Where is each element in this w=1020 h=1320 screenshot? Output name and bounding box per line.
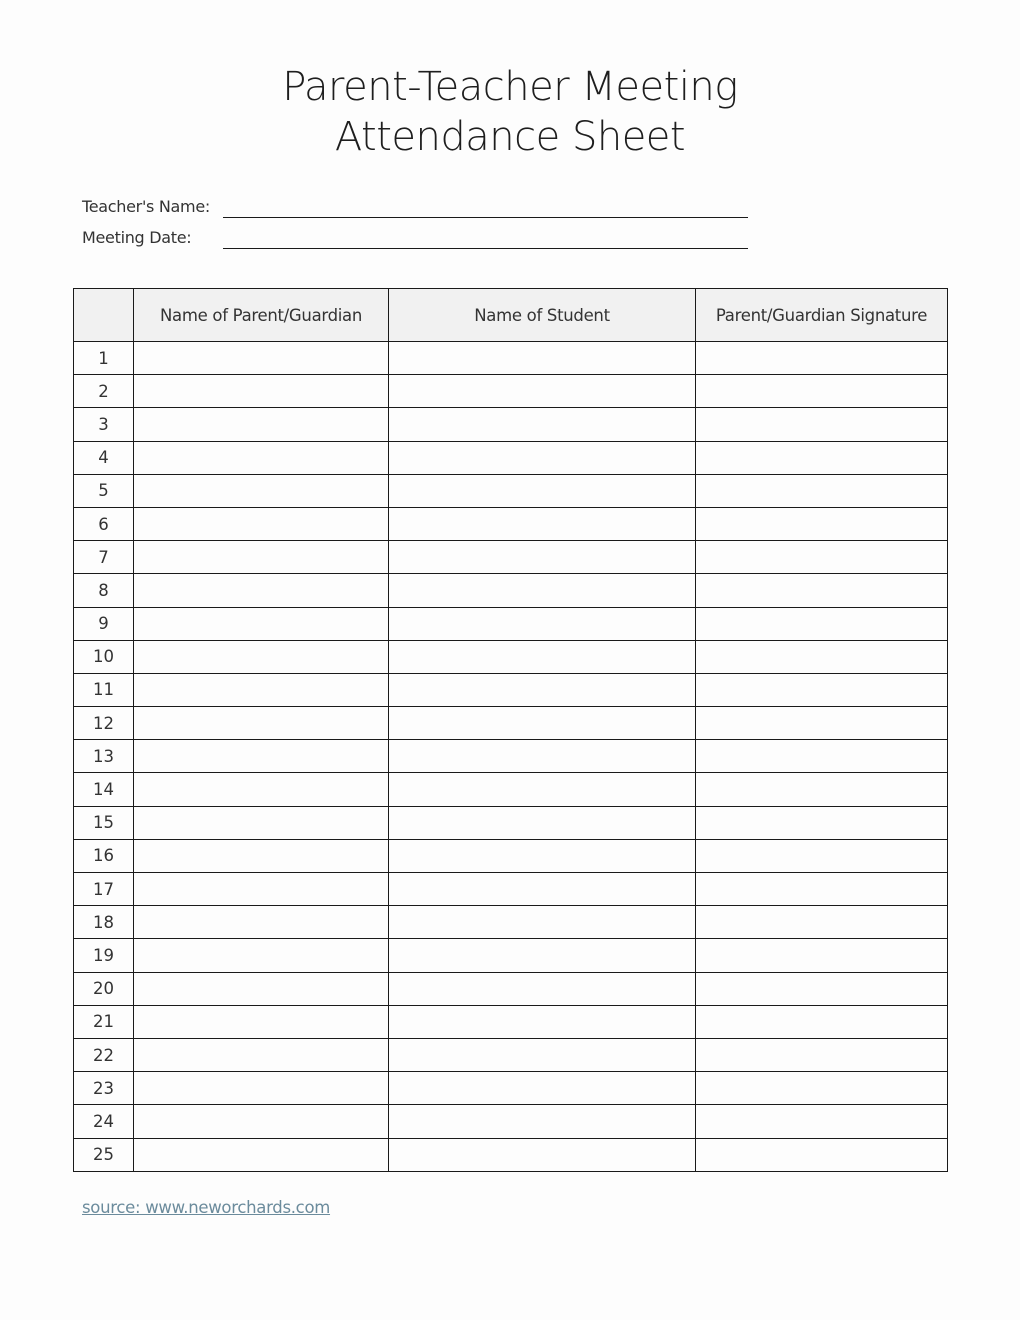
signature-cell[interactable]: [696, 873, 948, 906]
signature-cell[interactable]: [696, 773, 948, 806]
row-number: 20: [74, 972, 134, 1005]
parent-name-cell[interactable]: [134, 507, 389, 540]
student-name-cell[interactable]: [389, 707, 696, 740]
student-name-cell[interactable]: [389, 939, 696, 972]
row-number: 5: [74, 474, 134, 507]
signature-cell[interactable]: [696, 1072, 948, 1105]
table-row: [74, 740, 948, 773]
signature-cell[interactable]: [696, 1038, 948, 1071]
table-row: [74, 441, 948, 474]
signature-cell[interactable]: [696, 640, 948, 673]
table-row: [74, 607, 948, 640]
table-header-row: [74, 289, 948, 342]
signature-cell[interactable]: [696, 673, 948, 706]
row-number: 12: [74, 707, 134, 740]
row-number: 4: [74, 441, 134, 474]
table-row: [74, 640, 948, 673]
parent-name-cell[interactable]: [134, 640, 389, 673]
row-number: 18: [74, 906, 134, 939]
student-name-cell[interactable]: [389, 607, 696, 640]
title-line-1: Parent-Teacher Meeting: [282, 64, 738, 110]
parent-name-cell[interactable]: [134, 474, 389, 507]
signature-cell[interactable]: [696, 1105, 948, 1138]
parent-name-cell[interactable]: [134, 574, 389, 607]
student-name-cell[interactable]: [389, 839, 696, 872]
parent-name-cell[interactable]: [134, 906, 389, 939]
signature-cell[interactable]: [696, 507, 948, 540]
student-name-cell[interactable]: [389, 740, 696, 773]
parent-name-cell[interactable]: [134, 1105, 389, 1138]
student-name-cell[interactable]: [389, 474, 696, 507]
column-header-parent-name: Name of Parent/Guardian: [134, 289, 389, 342]
parent-name-cell[interactable]: [134, 1138, 389, 1171]
signature-cell[interactable]: [696, 541, 948, 574]
student-name-cell[interactable]: [389, 342, 696, 375]
row-number: 19: [74, 939, 134, 972]
signature-cell[interactable]: [696, 607, 948, 640]
table-row: [74, 939, 948, 972]
parent-name-cell[interactable]: [134, 740, 389, 773]
parent-name-cell[interactable]: [134, 873, 389, 906]
signature-cell[interactable]: [696, 939, 948, 972]
parent-name-cell[interactable]: [134, 541, 389, 574]
row-number: 8: [74, 574, 134, 607]
table-row: [74, 1138, 948, 1171]
student-name-cell[interactable]: [389, 1138, 696, 1171]
signature-cell[interactable]: [696, 474, 948, 507]
row-number: 13: [74, 740, 134, 773]
column-header-signature: Parent/Guardian Signature: [696, 289, 948, 342]
signature-cell[interactable]: [696, 574, 948, 607]
signature-cell[interactable]: [696, 1005, 948, 1038]
student-name-cell[interactable]: [389, 375, 696, 408]
student-name-cell[interactable]: [389, 507, 696, 540]
signature-cell[interactable]: [696, 972, 948, 1005]
parent-name-cell[interactable]: [134, 342, 389, 375]
table-row: [74, 342, 948, 375]
table-row: [74, 839, 948, 872]
student-name-cell[interactable]: [389, 408, 696, 441]
row-number: 3: [74, 408, 134, 441]
signature-cell[interactable]: [696, 375, 948, 408]
student-name-cell[interactable]: [389, 640, 696, 673]
table-row: [74, 541, 948, 574]
signature-cell[interactable]: [696, 1138, 948, 1171]
table-row: [74, 673, 948, 706]
parent-name-cell[interactable]: [134, 773, 389, 806]
table-row: [74, 408, 948, 441]
page-title: [0, 62, 1020, 162]
table-row: [74, 574, 948, 607]
signature-cell[interactable]: [696, 408, 948, 441]
student-name-cell[interactable]: [389, 1105, 696, 1138]
student-name-cell[interactable]: [389, 1038, 696, 1071]
column-header-number: [74, 289, 134, 342]
row-number: 24: [74, 1105, 134, 1138]
table-row: [74, 1005, 948, 1038]
table-row: [74, 707, 948, 740]
row-number: 7: [74, 541, 134, 574]
student-name-cell[interactable]: [389, 972, 696, 1005]
row-number: 9: [74, 607, 134, 640]
table-row: [74, 773, 948, 806]
student-name-cell[interactable]: [389, 673, 696, 706]
row-number: 11: [74, 673, 134, 706]
row-number: 16: [74, 839, 134, 872]
teacher-name-field[interactable]: [223, 217, 748, 218]
row-number: 23: [74, 1072, 134, 1105]
row-number: 17: [74, 873, 134, 906]
table-row: [74, 1105, 948, 1138]
table-row: [74, 474, 948, 507]
attendance-table: [73, 288, 948, 1172]
signature-cell[interactable]: [696, 839, 948, 872]
student-name-cell[interactable]: [389, 441, 696, 474]
student-name-cell[interactable]: [389, 1072, 696, 1105]
table-row: [74, 806, 948, 839]
parent-name-cell[interactable]: [134, 441, 389, 474]
row-number: 22: [74, 1038, 134, 1071]
signature-cell[interactable]: [696, 740, 948, 773]
parent-name-cell[interactable]: [134, 607, 389, 640]
table-row: [74, 1038, 948, 1071]
table-row: [74, 507, 948, 540]
signature-cell[interactable]: [696, 441, 948, 474]
student-name-cell[interactable]: [389, 806, 696, 839]
row-number: 1: [74, 342, 134, 375]
row-number: 10: [74, 640, 134, 673]
parent-name-cell[interactable]: [134, 707, 389, 740]
parent-name-cell[interactable]: [134, 806, 389, 839]
table-row: [74, 906, 948, 939]
meeting-date-field[interactable]: [223, 248, 748, 249]
row-number: 14: [74, 773, 134, 806]
column-header-student-name: Name of Student: [389, 289, 696, 342]
meeting-date-label: Meeting Date:: [82, 228, 192, 247]
parent-name-cell[interactable]: [134, 375, 389, 408]
student-name-cell[interactable]: [389, 906, 696, 939]
row-number: 6: [74, 507, 134, 540]
student-name-cell[interactable]: [389, 574, 696, 607]
source-link[interactable]: source: www.neworchards.com: [82, 1198, 331, 1217]
title-line-2: Attendance Sheet: [334, 114, 686, 160]
parent-name-cell[interactable]: [134, 939, 389, 972]
student-name-cell[interactable]: [389, 1005, 696, 1038]
signature-cell[interactable]: [696, 806, 948, 839]
parent-name-cell[interactable]: [134, 673, 389, 706]
signature-cell[interactable]: [696, 906, 948, 939]
parent-name-cell[interactable]: [134, 1005, 389, 1038]
parent-name-cell[interactable]: [134, 839, 389, 872]
table-row: [74, 972, 948, 1005]
table-row: [74, 1072, 948, 1105]
row-number: 21: [74, 1005, 134, 1038]
parent-name-cell[interactable]: [134, 1038, 389, 1071]
student-name-cell[interactable]: [389, 773, 696, 806]
signature-cell[interactable]: [696, 342, 948, 375]
parent-name-cell[interactable]: [134, 1072, 389, 1105]
table-row: [74, 873, 948, 906]
row-number: 15: [74, 806, 134, 839]
student-name-cell[interactable]: [389, 541, 696, 574]
parent-name-cell[interactable]: [134, 408, 389, 441]
table-row: [74, 375, 948, 408]
teacher-name-label: Teacher's Name:: [82, 197, 210, 216]
row-number: 2: [74, 375, 134, 408]
row-number: 25: [74, 1138, 134, 1171]
signature-cell[interactable]: [696, 707, 948, 740]
student-name-cell[interactable]: [389, 873, 696, 906]
parent-name-cell[interactable]: [134, 972, 389, 1005]
